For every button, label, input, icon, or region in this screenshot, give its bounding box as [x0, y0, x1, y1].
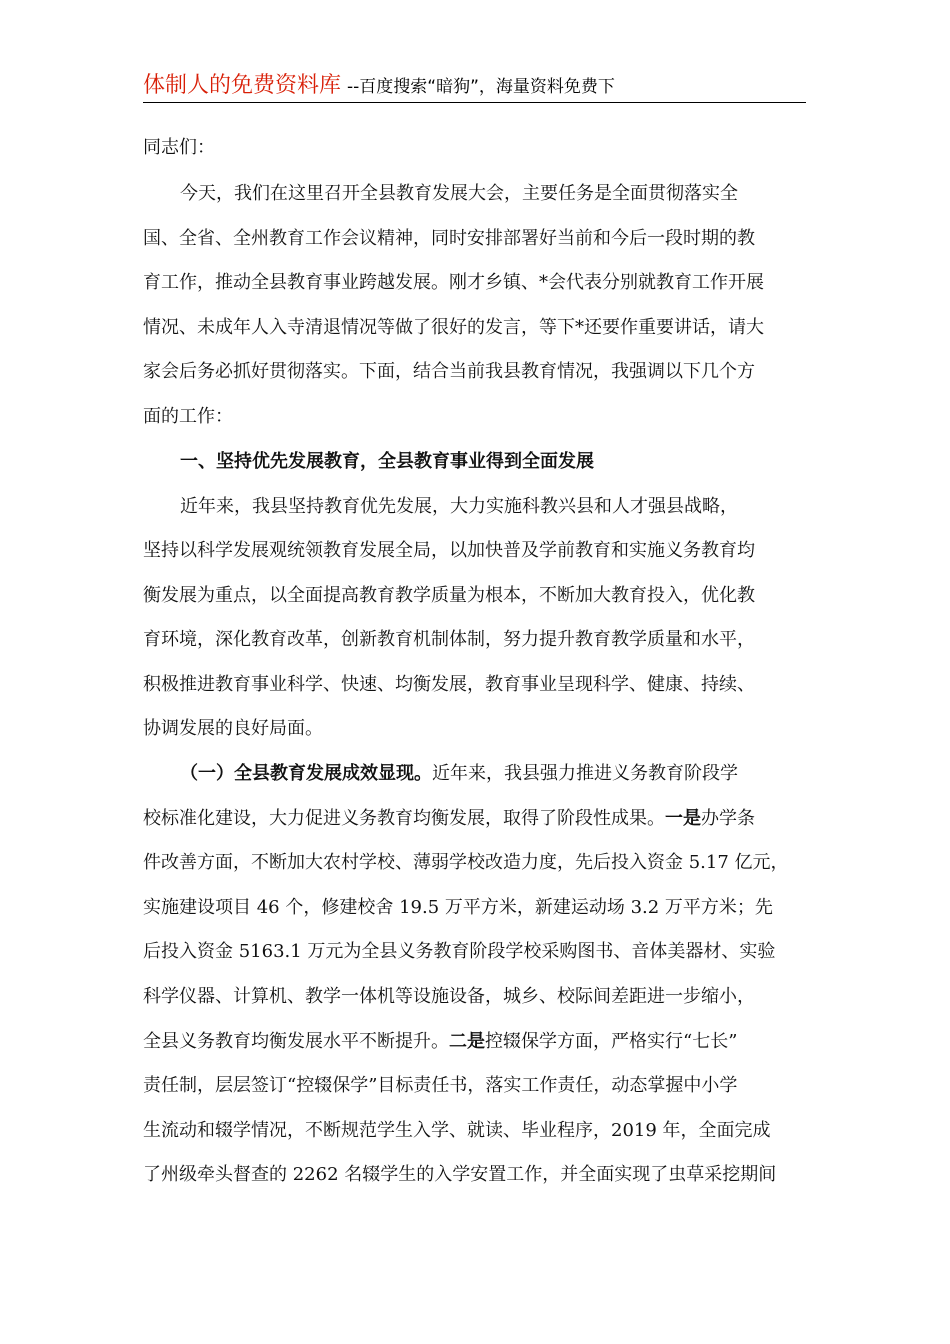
paragraph-line: 件改善方面，不断加大农村学校、薄弱学校改造力度，先后投入资金 5.17 亿元， [143, 852, 789, 873]
paragraph-line: 近年来，我县坚持教育优先发展，大力实施科教兴县和人才强县战略， [180, 496, 738, 517]
paragraph-line: 情况、未成年人入寺清退情况等做了很好的发言，等下*还要作重要讲话，请大 [143, 317, 764, 338]
paragraph-line [143, 807, 755, 831]
paragraph-line: 育工作，推动全县教育事业跨越发展。刚才乡镇、*会代表分别就教育工作开展 [143, 272, 764, 293]
paragraph-line: 科学仪器、计算机、教学一体机等设施设备，城乡、校际间差距进一步缩小， [143, 986, 755, 1007]
paragraph-line: 坚持以科学发展观统领教育发展全局，以加快普及学前教育和实施义务教育均 [143, 540, 755, 561]
paragraph-line: 后投入资金 5163.1 万元为全县义务教育阶段学校采购图书、音体美器材、实验 [143, 941, 776, 962]
point-marker: 一是 [665, 808, 701, 829]
paragraph-line [143, 1030, 737, 1054]
paragraph-line: 责任制，层层签订“控辍保学”目标责任书，落实工作责任，动态掌握中小学 [143, 1075, 738, 1096]
salutation: 同志们： [143, 137, 215, 158]
point-marker: 二是 [449, 1031, 485, 1052]
paragraph-line: 协调发展的良好局面。 [143, 718, 323, 739]
paragraph-text: 办学条 [701, 808, 755, 829]
header-tagline: --百度搜索“暗狗”，海量资料免费下 [347, 77, 615, 97]
paragraph-line: 家会后务必抓好贯彻落实。下面，结合当前我县教育情况，我强调以下几个方 [143, 361, 755, 382]
paragraph-line: 生流动和辍学情况，不断规范学生入学、就读、毕业程序，2019 年，全面完成 [143, 1120, 771, 1141]
section-heading: 一、坚持优先发展教育，全县教育事业得到全面发展 [180, 451, 594, 472]
paragraph-text: 近年来，我县强力推进义务教育阶段学 [432, 763, 738, 784]
paragraph-line: 育环境，深化教育改革，创新教育机制体制，努力提升教育教学质量和水平， [143, 629, 755, 650]
paragraph-line [180, 762, 738, 786]
paragraph-line: 了州级牵头督查的 2262 名辍学生的入学安置工作，并全面实现了虫草采挖期间 [143, 1164, 777, 1185]
paragraph-line: 今天，我们在这里召开全县教育发展大会，主要任务是全面贯彻落实全 [180, 183, 738, 204]
paragraph-line: 国、全省、全州教育工作会议精神，同时安排部署好当前和今后一段时期的教 [143, 228, 755, 249]
paragraph-line: 积极推进教育事业科学、快速、均衡发展，教育事业呈现科学、健康、持续、 [143, 674, 755, 695]
paragraph-line: 面的工作： [143, 406, 233, 427]
page-header [143, 72, 806, 103]
paragraph-text: 控辍保学方面，严格实行“七长” [485, 1031, 738, 1052]
paragraph-text: 校标准化建设，大力促进义务教育均衡发展，取得了阶段性成果。 [143, 808, 665, 829]
paragraph-text: 全县义务教育均衡发展水平不断提升。 [143, 1031, 449, 1052]
paragraph-line: 衡发展为重点，以全面提高教育教学质量为根本，不断加大教育投入，优化教 [143, 585, 755, 606]
subsection-heading: （一）全县教育发展成效显现。 [180, 763, 432, 784]
paragraph-line: 实施建设项目 46 个，修建校舍 19.5 万平方米，新建运动场 3.2 万平方米；先 [143, 897, 773, 918]
header-brand: 体制人的免费资料库 [143, 73, 342, 98]
